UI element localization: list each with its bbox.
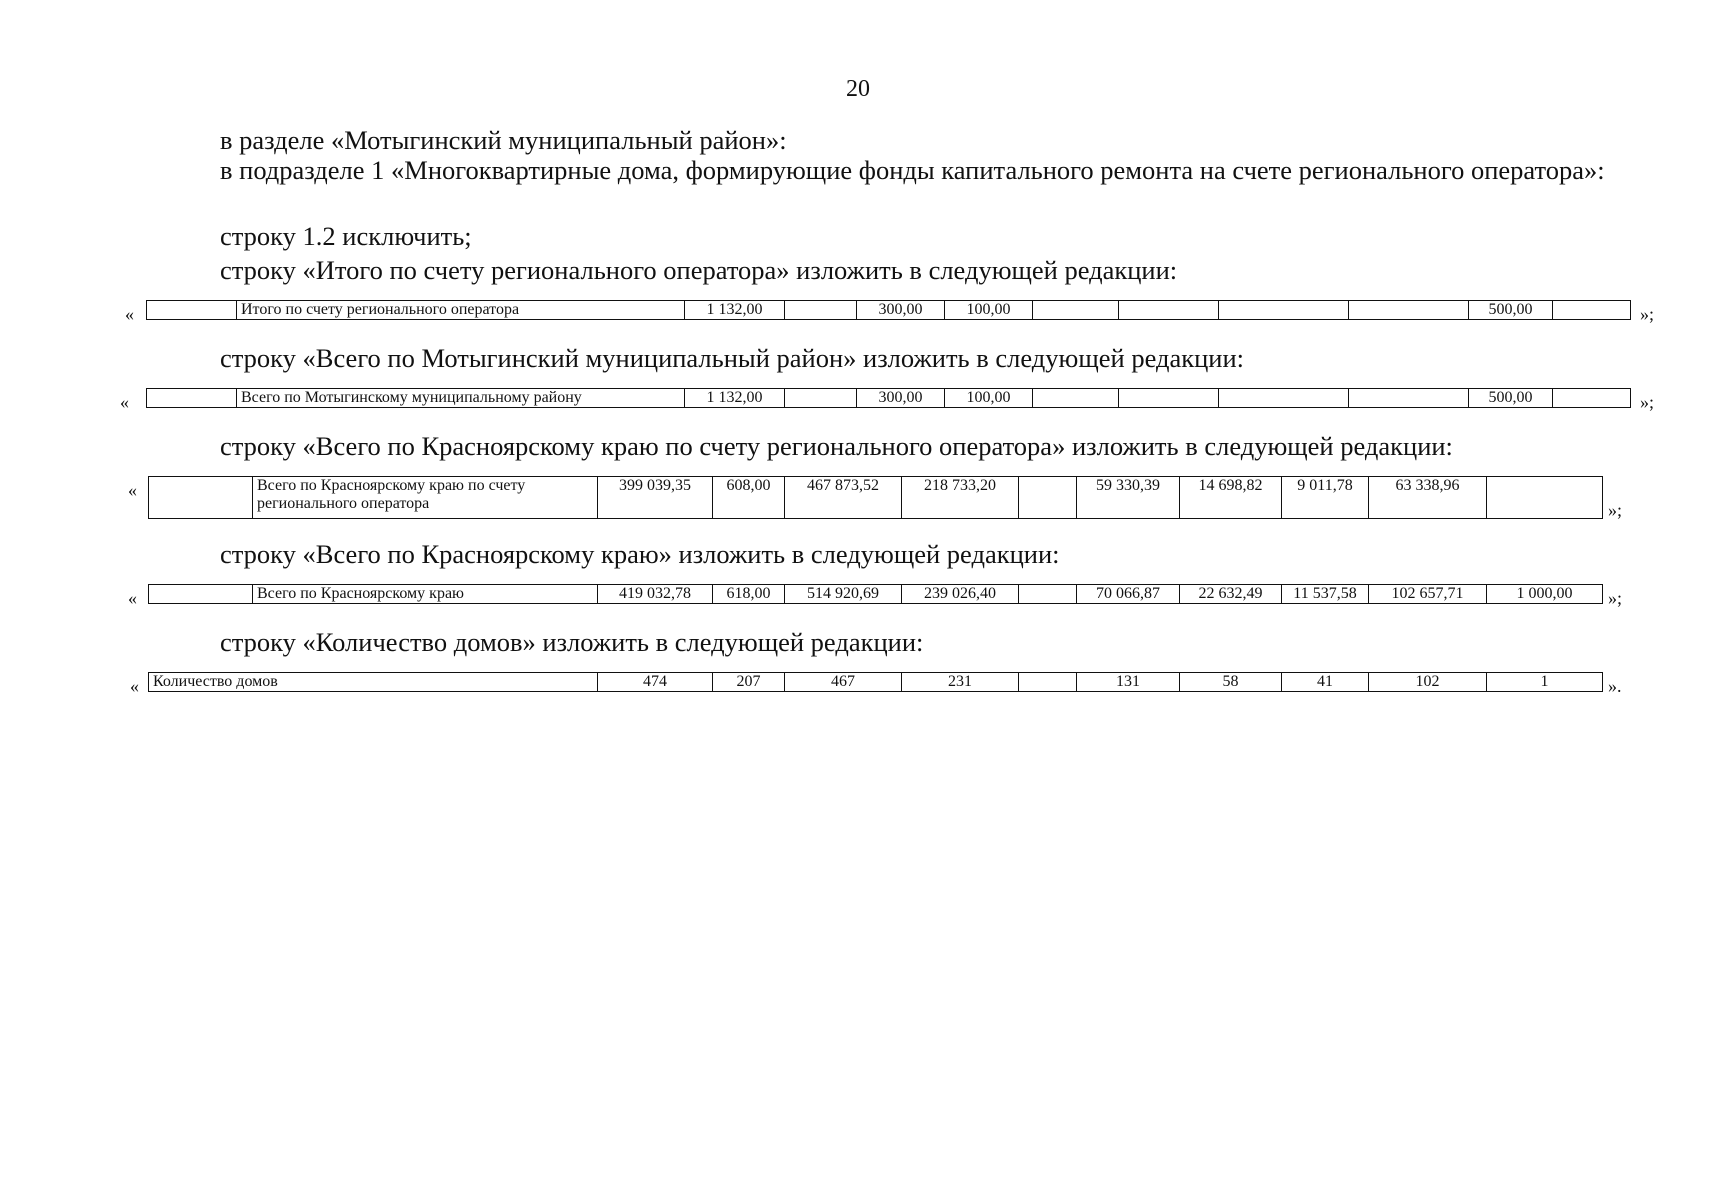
- quote-close: »;: [1608, 588, 1623, 608]
- cell-value: [1553, 301, 1631, 320]
- cell-value: 231: [902, 673, 1019, 692]
- table-row: [149, 673, 1603, 692]
- cell-value: 63 338,96: [1369, 477, 1487, 519]
- section-text: в разделе «Мотыгинский муниципальный район»:: [220, 125, 787, 155]
- cell-value: [1119, 389, 1219, 408]
- cell-value: 300,00: [857, 301, 945, 320]
- table-vsego-krai: [148, 584, 1603, 604]
- cell-value: [785, 389, 857, 408]
- cell-value: 102: [1369, 673, 1487, 692]
- cell-value: 608,00: [713, 477, 785, 519]
- table-row: [147, 389, 1631, 408]
- cell-value: [1033, 301, 1119, 320]
- cell-value: 474: [598, 673, 713, 692]
- cell-value: 500,00: [1469, 389, 1553, 408]
- cell-value: 467 873,52: [785, 477, 902, 519]
- cell-value: [1219, 301, 1349, 320]
- cell-name: Всего по Красноярскому краю: [253, 585, 598, 604]
- cell-value: 218 733,20: [902, 477, 1019, 519]
- cell-value: 100,00: [945, 389, 1033, 408]
- cell-value: 11 537,58: [1282, 585, 1369, 604]
- cell-number: [149, 477, 253, 519]
- quote-open: «: [128, 480, 137, 500]
- cell-value: [1553, 389, 1631, 408]
- table-row: [149, 477, 1603, 519]
- cell-value: 1 132,00: [685, 389, 785, 408]
- quote-open: «: [128, 588, 137, 608]
- quote-open: «: [125, 304, 134, 324]
- cell-value: [785, 301, 857, 320]
- instruction-itogo-regional: строку «Итого по счету регионального оператора» изложить в следующей редакции:: [220, 255, 1178, 285]
- cell-value: 514 920,69: [785, 585, 902, 604]
- cell-value: [1019, 673, 1077, 692]
- cell-value: 1 000,00: [1487, 585, 1603, 604]
- cell-value: [1349, 301, 1469, 320]
- table-row: [149, 585, 1603, 604]
- page-number: 20: [846, 76, 870, 102]
- cell-value: 300,00: [857, 389, 945, 408]
- cell-value: 500,00: [1469, 301, 1553, 320]
- cell-value: 102 657,71: [1369, 585, 1487, 604]
- instruction-vsego-motygino: строку «Всего по Мотыгинский муниципальный район» изложить в следующей редакции:: [220, 343, 1245, 373]
- cell-value: [1487, 477, 1603, 519]
- cell-name: Всего по Мотыгинскому муниципальному району: [237, 389, 685, 408]
- cell-value: 100,00: [945, 301, 1033, 320]
- cell-value: 399 039,35: [598, 477, 713, 519]
- cell-value: 70 066,87: [1077, 585, 1180, 604]
- cell-value: 419 032,78: [598, 585, 713, 604]
- cell-value: 1 132,00: [685, 301, 785, 320]
- subsection-text: в подразделе 1 «Многоквартирные дома, формирующие фонды капитального ремонта на счете регионального оператора»:: [220, 155, 1605, 185]
- cell-value: 467: [785, 673, 902, 692]
- cell-value: 14 698,82: [1180, 477, 1282, 519]
- table-kolichestvo-domov: [148, 672, 1603, 692]
- cell-value: [1019, 585, 1077, 604]
- cell-number: [147, 389, 237, 408]
- quote-open: «: [130, 676, 139, 696]
- quote-close: »;: [1608, 500, 1623, 520]
- cell-value: 1: [1487, 673, 1603, 692]
- cell-number: [149, 585, 253, 604]
- cell-value: [1349, 389, 1469, 408]
- cell-value: 58: [1180, 673, 1282, 692]
- exclude-row-text: строку 1.2 исключить;: [220, 221, 472, 251]
- table-row: [147, 301, 1631, 320]
- quote-close: ».: [1608, 676, 1622, 696]
- cell-value: 9 011,78: [1282, 477, 1369, 519]
- cell-value: [1033, 389, 1119, 408]
- cell-value: [1219, 389, 1349, 408]
- cell-value: 239 026,40: [902, 585, 1019, 604]
- instruction-vsego-krai-regional: строку «Всего по Красноярскому краю по счету регионального оператора» изложить в следующей редакции:: [220, 431, 1453, 461]
- cell-name: Итого по счету регионального оператора: [237, 301, 685, 320]
- cell-name: Количество домов: [149, 673, 598, 692]
- cell-value: [1019, 477, 1077, 519]
- table-itogo-regional: [146, 300, 1631, 320]
- table-vsego-motygino: [146, 388, 1631, 408]
- quote-close: »;: [1640, 304, 1655, 324]
- cell-value: 22 632,49: [1180, 585, 1282, 604]
- table-vsego-krai-regional: [148, 476, 1603, 519]
- cell-value: 131: [1077, 673, 1180, 692]
- cell-name: Всего по Красноярскому краю по счету регионального оператора: [253, 477, 598, 519]
- cell-number: [147, 301, 237, 320]
- cell-value: [1119, 301, 1219, 320]
- instruction-kolichestvo-domov: строку «Количество домов» изложить в следующей редакции:: [220, 627, 924, 657]
- cell-value: 207: [713, 673, 785, 692]
- cell-value: 41: [1282, 673, 1369, 692]
- quote-open: «: [120, 392, 129, 412]
- cell-value: 59 330,39: [1077, 477, 1180, 519]
- cell-value: 618,00: [713, 585, 785, 604]
- instruction-vsego-krai: строку «Всего по Красноярскому краю» изложить в следующей редакции:: [220, 539, 1060, 569]
- quote-close: »;: [1640, 392, 1655, 412]
